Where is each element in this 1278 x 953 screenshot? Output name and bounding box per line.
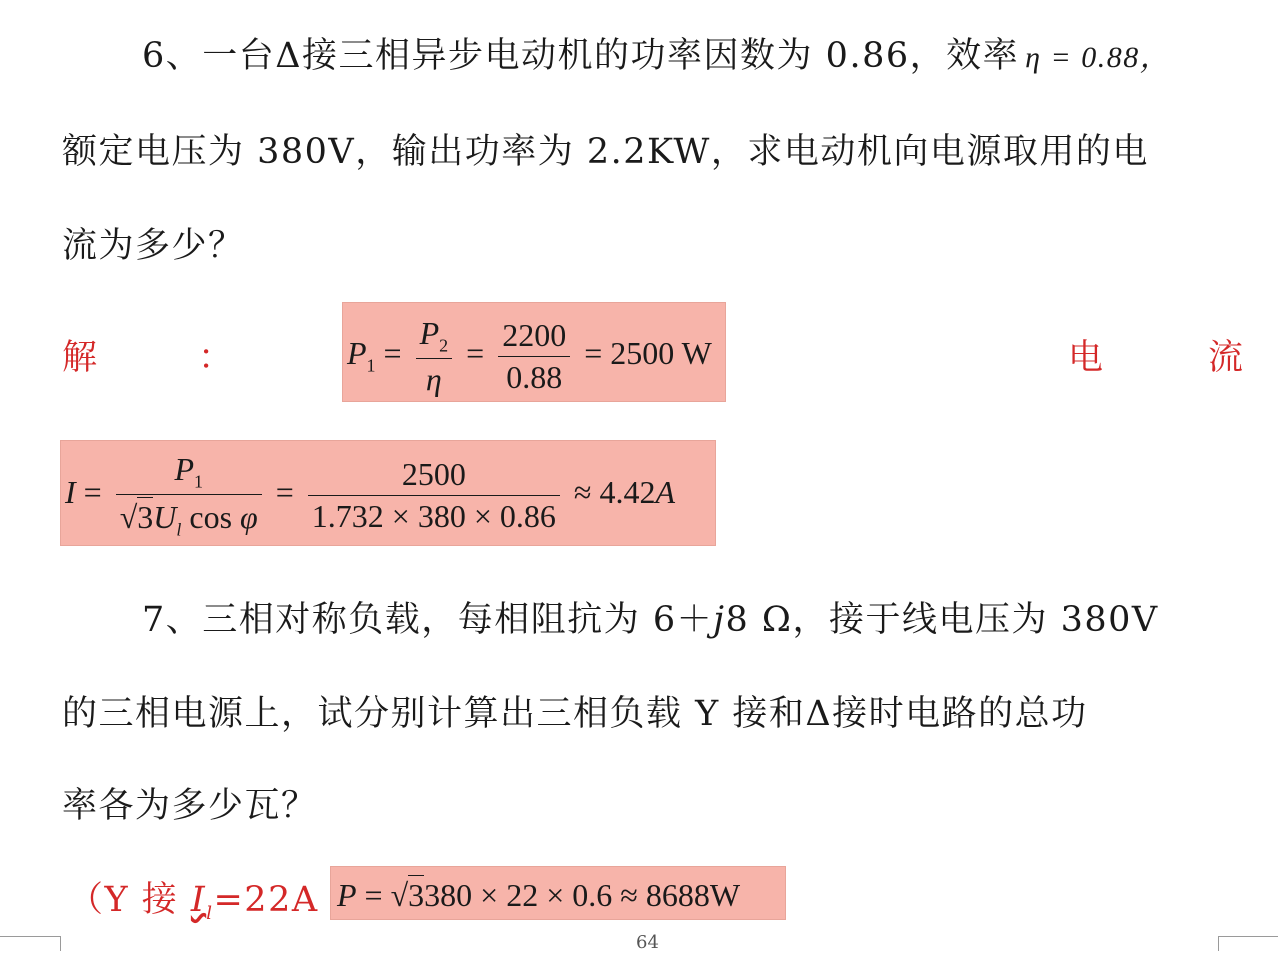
fraction-2200-088 — [498, 317, 570, 396]
solution-colon: ： — [198, 338, 235, 378]
y-power-equation-box — [330, 866, 786, 920]
denominator-088: 0.88 — [506, 359, 563, 396]
numerator-2200: 2200 — [498, 317, 570, 357]
sqrt-3: 3 — [137, 499, 154, 536]
problem7-line1 — [142, 592, 1159, 642]
u-symbol: U — [153, 499, 177, 536]
approx-result: ≈ 4.42 — [573, 474, 656, 511]
fraction-p1-over-sqrt3: $\frac{P_1}{√3U_l \cos \varphi}$ — [116, 451, 262, 541]
cos-text: cos — [189, 499, 233, 536]
problem6-line1-text: 6、一台Δ接三相异步电动机的功率因数为 0.86，效率 — [142, 36, 1020, 76]
numerator-2500: 2500 — [308, 456, 560, 496]
p1-num-subscript: 1 — [194, 471, 203, 492]
problem7-line2: 的三相电源上，试分别计算出三相负载 Y 接和Δ接时电路的总功 — [62, 694, 1088, 734]
problem6-line3: 流为多少？ — [62, 226, 245, 266]
current-symbol: I — [65, 474, 76, 511]
problem7-line3: 率各为多少瓦？ — [62, 786, 318, 826]
efficiency-equation: η = 0.88， — [1025, 41, 1172, 74]
phi-symbol: φ — [240, 499, 258, 536]
problem7-line1-part2: 8 Ω，接于线电压为 380V — [725, 600, 1159, 640]
current-equation-box — [60, 440, 716, 546]
sqrt3: 3 — [408, 877, 425, 913]
p1-numerator: P — [174, 451, 194, 487]
p2-symbol: P — [419, 315, 440, 351]
page-corner-left — [0, 936, 61, 951]
problem6-line1 — [142, 28, 1171, 78]
page-number: 64 — [636, 932, 659, 953]
fraction-2500 — [308, 456, 560, 535]
page-corner-right — [1218, 936, 1278, 951]
j-symbol: j — [713, 600, 726, 640]
line-current-value: =22A — [213, 880, 319, 920]
y-power-result: 380 × 22 × 0.6 ≈ 8688W — [424, 877, 741, 913]
p1-symbol: P — [347, 335, 367, 372]
unit-a: A — [655, 474, 675, 511]
label-liu: 流 — [1208, 338, 1245, 378]
result-2500w: 2500 W — [610, 335, 712, 372]
p-symbol: P — [337, 877, 357, 913]
problem6-line2: 额定电压为 380V，输出功率为 2.2KW，求电动机向电源取用的电 — [62, 132, 1149, 172]
denominator-product: 1.732 × 380 × 0.86 — [311, 498, 556, 535]
label-dian: 电 — [1068, 338, 1105, 378]
y-connection-label: （Y 接 — [68, 880, 179, 920]
line-current-subscript: l — [206, 903, 214, 924]
solution7-prefix — [68, 872, 319, 924]
power-equation: $P_1$ = $\frac{P_2}{\eta}$ = $\frac{2200}{0.88}$ = 2500 W — [347, 315, 712, 398]
y-power-equation: P = √3380 × 22 × 0.6 ≈ 8688W — [337, 877, 741, 913]
p2-subscript: 2 — [439, 335, 449, 356]
power-equation-box — [342, 302, 726, 402]
fraction-p2-eta — [416, 315, 453, 398]
solution-label: 解 — [62, 338, 99, 378]
p1-subscript: 1 — [366, 355, 376, 376]
line-current-symbol: I — [190, 880, 207, 920]
eta-symbol: η — [425, 361, 442, 398]
u-subscript: l — [176, 519, 182, 540]
current-equation: I = $\frac{P_1}{√3U_l \cos \varphi}$ = $\frac{2500}{1.732 \times 380 \times 0.86}$ ≈ 4.42A — [65, 451, 675, 540]
problem7-line1-part1: 7、三相对称负载，每相阻抗为 6＋ — [142, 600, 714, 640]
